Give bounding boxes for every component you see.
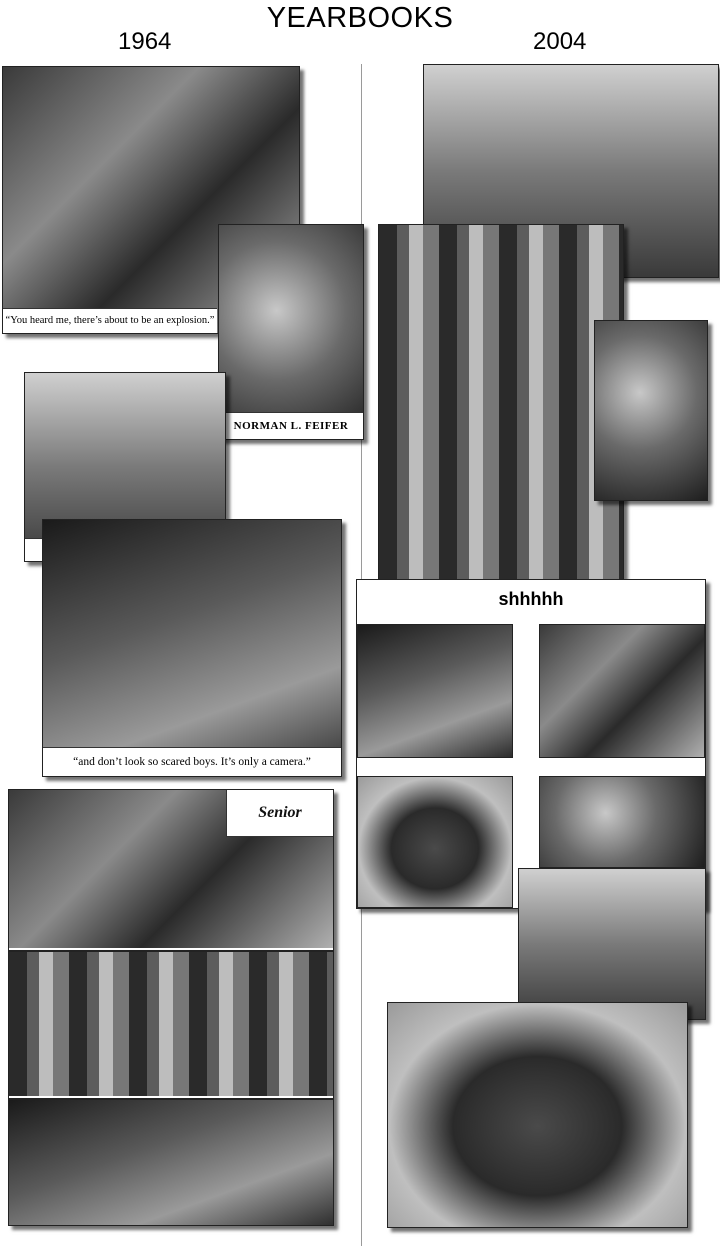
prom-strip-2 [9,952,333,1098]
teacher-name-caption: NORMAN L. FEIFER [219,412,363,439]
page-title: YEARBOOKS [266,2,454,34]
sleeping-photo-2 [539,624,705,758]
sleeping-photo-1 [357,624,513,758]
gym-dance-photo [518,868,706,1020]
sleeping-photo-3 [357,776,513,908]
prom-strip-3 [9,1100,333,1226]
shhhhh-heading: shhhhh [498,589,564,609]
aerial-group-formation-photo [387,1002,688,1228]
student-collage-photo [378,224,624,583]
chemistry-lab-caption: “You heard me, there’s about to be an explosion.” [3,308,217,333]
year-2004-heading: 2004 [533,28,587,55]
sleeping-photo-4 [539,776,705,868]
teacher-basketball-photo [218,224,364,440]
gym-students-photo [594,320,708,501]
shhhhh-sleeping-panel [356,579,706,909]
group-table-photo [42,519,342,777]
year-1964-heading: 1964 [118,28,172,55]
senior-label: Senior [226,790,333,837]
senior-prom-collage [8,789,334,1226]
group-table-caption: “and don’t look so scared boys. It’s only a camera.” [43,747,341,776]
